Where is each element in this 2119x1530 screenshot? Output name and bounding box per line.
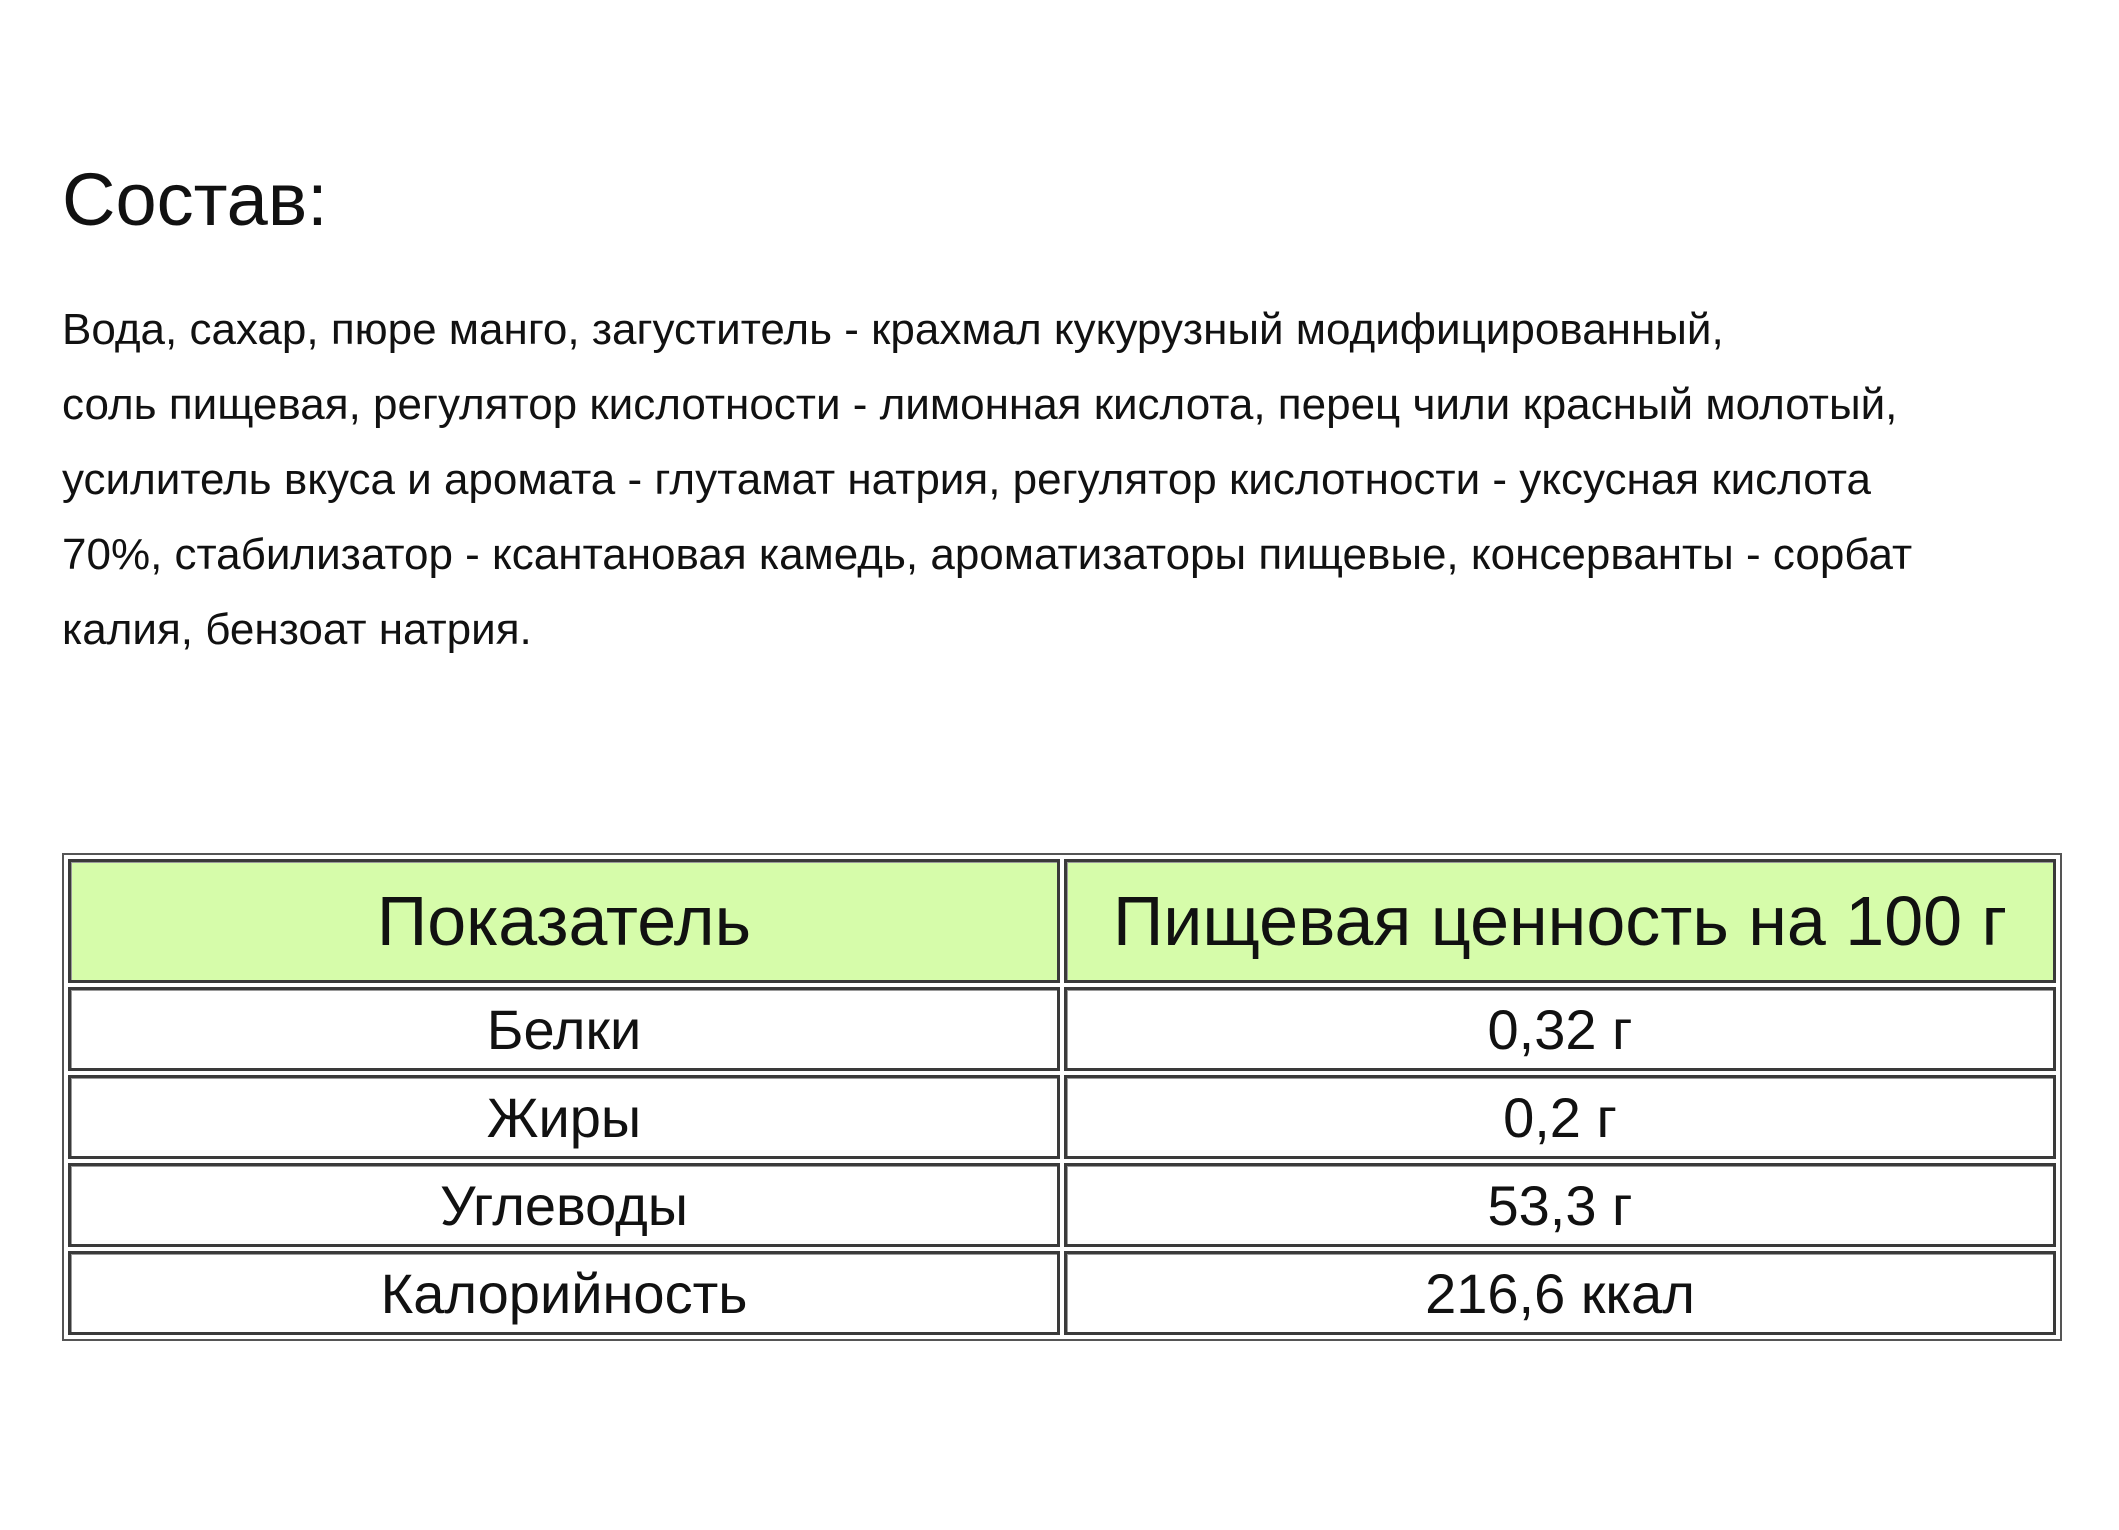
row-indicator-calories: Калорийность xyxy=(68,1251,1060,1335)
row-value-protein: 0,32 г xyxy=(1064,987,2056,1071)
table-row xyxy=(68,1163,2056,1247)
composition-line: усилитель вкуса и аромата - глутамат натрия, регулятор кислотности - уксусная кислота xyxy=(62,455,1871,504)
row-indicator-fat: Жиры xyxy=(68,1075,1060,1159)
composition-line: 70%, стабилизатор - ксантановая камедь, ароматизаторы пищевые, консерванты - сорбат xyxy=(62,530,1913,579)
table-header-row xyxy=(68,859,2056,983)
table-row xyxy=(68,1251,2056,1335)
composition-line: соль пищевая, регулятор кислотности - лимонная кислота, перец чили красный молотый, xyxy=(62,380,1898,429)
composition-text xyxy=(62,292,2119,667)
row-value-fat: 0,2 г xyxy=(1064,1075,2056,1159)
nutrition-table xyxy=(64,855,2060,1339)
row-indicator-protein: Белки xyxy=(68,987,1060,1071)
row-indicator-carbs: Углеводы xyxy=(68,1163,1060,1247)
composition-line: калия, бензоат натрия. xyxy=(62,605,532,654)
row-value-carbs: 53,3 г xyxy=(1064,1163,2056,1247)
table-row xyxy=(68,1075,2056,1159)
composition-title: Состав: xyxy=(62,158,328,241)
nutrition-table-frame xyxy=(62,853,2062,1341)
table-row xyxy=(68,987,2056,1071)
column-header-indicator: Показатель xyxy=(68,859,1060,983)
column-header-value: Пищевая ценность на 100 г xyxy=(1064,859,2056,983)
row-value-calories: 216,6 ккал xyxy=(1064,1251,2056,1335)
composition-line: Вода, сахар, пюре манго, загуститель - крахмал кукурузный модифицированный, xyxy=(62,305,1724,354)
